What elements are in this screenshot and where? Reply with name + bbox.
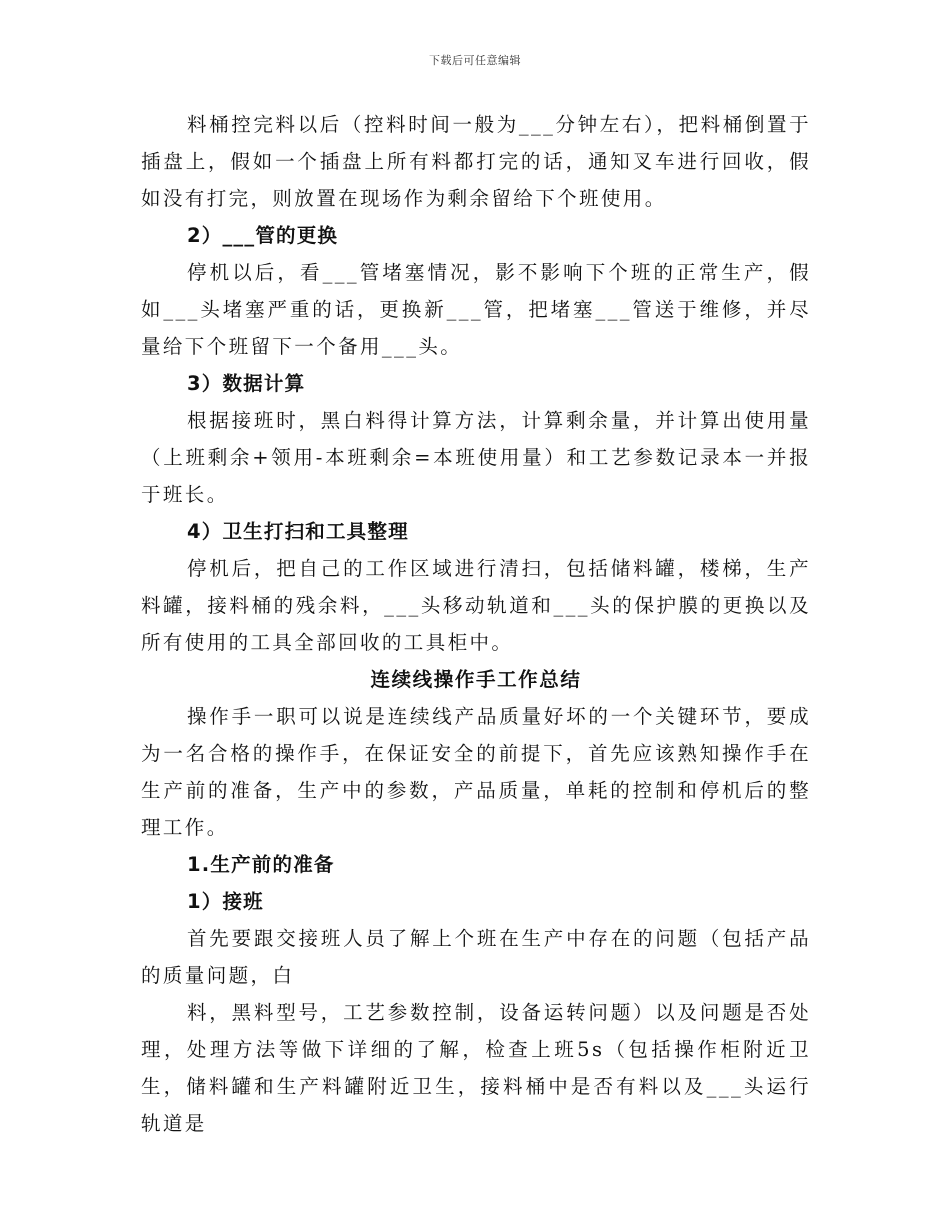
document-title: 连续线操作手工作总结: [370, 668, 582, 691]
paragraph: 停机后，把自己的工作区域进行清扫，包括储料罐，楼梯，生产料罐，接料桶的残余料，___头移动轨道和___头的保护膜的更换以及所有使用的工具全部回收的工具柜中。: [141, 557, 811, 654]
paragraph: 首先要跟交接班人员了解上个班在生产中存在的问题（包括产品的质量问题，白: [141, 927, 811, 987]
section-heading: 1.生产前的准备: [187, 853, 335, 876]
paragraph: 停机以后，看___管堵塞情况，影不影响下个班的正常生产，假如___头堵塞严重的话，更换新___管，把堵塞___管送于维修，并尽量给下个班留下一个备用___头。: [141, 261, 811, 358]
paragraph: 根据接班时，黑白料得计算方法，计算剩余量，并计算出使用量（上班剩余+领用-本班剩余=本班使用量）和工艺参数记录本一并报于班长。: [141, 409, 811, 506]
document-body: [141, 106, 811, 1142]
paragraph: 操作手一职可以说是连续线产品质量好坏的一个关键环节，要成为一名合格的操作手，在保证安全的前提下，首先应该熟知操作手在生产前的准备，生产中的参数，产品质量，单耗的控制和停机后的整理工作。: [141, 705, 811, 839]
section-heading: 4）卫生打扫和工具整理: [187, 520, 409, 543]
section-heading: 3）数据计算: [187, 372, 306, 395]
subsection-heading: 1）接班: [187, 890, 264, 913]
paragraph: 料桶控完料以后（控料时间一般为___分钟左右），把料桶倒置于插盘上，假如一个插盘上所有料都打完的话，通知叉车进行回收，假如没有打完，则放置在现场作为剩余留给下个班使用。: [141, 113, 811, 210]
paragraph: 料，黑料型号，工艺参数控制，设备运转问题）以及问题是否处理，处理方法等做下详细的了解，检查上班5s（包括操作柜附近卫生，储料罐和生产料罐附近卫生，接料桶中是否有料以及___头运行轨道是: [141, 1001, 811, 1135]
page-header: 下载后可任意编辑: [429, 54, 521, 67]
section-heading: 2）___管的更换: [187, 224, 339, 247]
